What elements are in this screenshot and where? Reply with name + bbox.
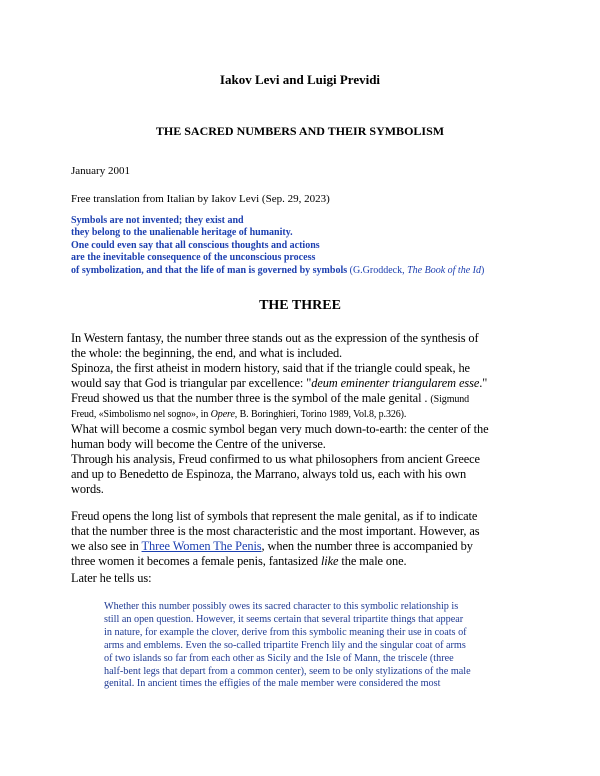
text-line: that the number three is the most characteristic and the most important. However, as [71, 524, 480, 538]
text-segment: we also see in [71, 539, 142, 553]
text-segment: the male one. [338, 554, 407, 568]
document-title: THE SACRED NUMBERS AND THEIR SYMBOLISM [155, 124, 445, 138]
epigraph-attribution-book: The Book of the Id [407, 264, 481, 276]
epigraph-attribution-suffix: ) [480, 264, 485, 276]
quote-line: half-bent legs that depart from a common center), seem to be only stylizations of the male [104, 665, 471, 677]
text-line: Spinoza, the first atheist in modern history, said that if the triangle could speak, he [71, 361, 470, 375]
reference: , B. Boringhieri, Torino 1989, Vol.8, p.326). [234, 409, 407, 420]
text-segment: three women it becomes a female penis, fantasized [71, 554, 321, 568]
epigraph-last-line [71, 265, 541, 277]
paragraph-1 [71, 331, 531, 497]
authors: Iakov Levi and Luigi Previdi [219, 72, 381, 87]
text-line: Through his analysis, Freud confirmed to us what philosophers from ancient Greece [71, 452, 480, 466]
reference-line [71, 407, 531, 422]
quote-line: in nature, for example the clover, derive from this symbolic meaning their use in coats of [104, 626, 467, 638]
paragraph-2 [71, 509, 531, 569]
epigraph-attribution-prefix: (G.Groddeck, [347, 264, 408, 276]
reference: (Sigmund [430, 394, 470, 405]
block-quote [104, 601, 534, 691]
text-line [71, 376, 531, 391]
text-segment: Freud showed us that the number three is the symbol of the male genital . [71, 391, 431, 405]
text-line [71, 539, 531, 554]
epigraph-line: Symbols are not invented; they exist and [71, 215, 244, 226]
quote-line: of two islands so far from each other as Sicily and the Isle of Mann, the triscele (three [104, 652, 454, 664]
quote-line: Whether this number possibly owes its sacred character to this symbolic relationship is [104, 601, 459, 612]
text-line [71, 391, 531, 407]
epigraph-line: they belong to the unalienable heritage of humanity. [71, 227, 293, 239]
three-women-link[interactable]: Three Women The Penis [141, 539, 262, 553]
epigraph [71, 215, 541, 277]
quote-line: arms and emblems. Even the so-called tripartite French lily and the singular coat of arms [104, 639, 466, 651]
text-line: the whole: the beginning, the end, and what is included. [71, 346, 343, 360]
section-heading: THE THREE [259, 298, 341, 313]
quote-line: genital. In ancient times the effigies of the male member were considered the most [104, 678, 441, 690]
text-line [71, 554, 531, 569]
text-segment: , when the number three is accompanied by [261, 539, 473, 553]
reference: Freud, «Simbolismo nel sogno», in [71, 409, 211, 420]
text-line: words. [71, 482, 104, 496]
epigraph-line: are the inevitable consequence of the unconscious process [71, 252, 316, 264]
reference-italic: Opere [210, 409, 235, 420]
epigraph-line: of symbolization, and that the life of man is governed by symbols [71, 264, 348, 276]
latin-quote: deum eminenter triangularem esse [311, 376, 480, 390]
text-segment: ." [479, 376, 488, 390]
quote-line: still an open question. However, it seems certain that several tripartite things that appear [104, 613, 464, 625]
translation-note: Free translation from Italian by Iakov Levi (Sep. 29, 2023) [71, 193, 330, 205]
text-line: human body will become the Centre of the universe. [71, 437, 326, 451]
text-line: Freud opens the long list of symbols that represent the male genital, as if to indicate [71, 509, 478, 523]
text-segment: would say that God is triangular par excellence: " [71, 376, 312, 390]
italic-word: like [320, 554, 339, 568]
epigraph-line: One could even say that all conscious thoughts and actions [71, 239, 320, 251]
paragraph-3: Later he tells us: [71, 571, 152, 585]
text-line: and up to Benedetto de Espinoza, the Marrano, always told us, each with his own [71, 467, 467, 481]
text-line: In Western fantasy, the number three stands out as the expression of the synthesis of [71, 331, 479, 345]
text-line: What will become a cosmic symbol began very much down-to-earth: the center of the [71, 422, 489, 436]
document-date: January 2001 [71, 165, 130, 177]
